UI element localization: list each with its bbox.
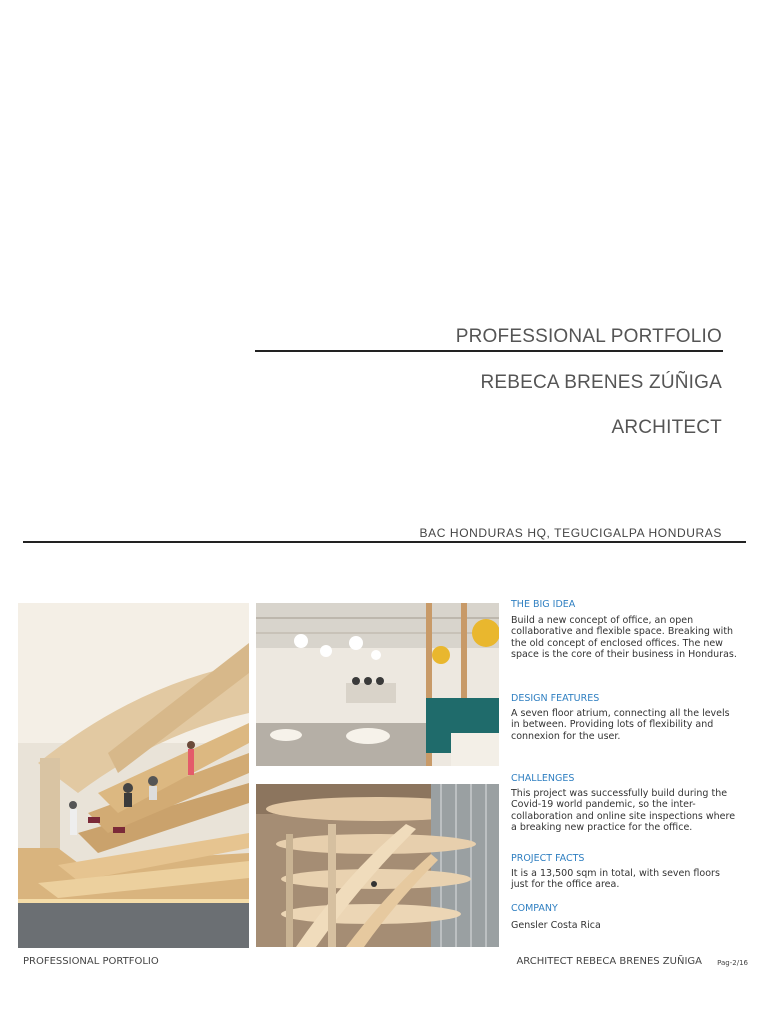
- company-heading: COMPANY: [511, 903, 558, 914]
- page-number: Pag-2/16: [717, 959, 748, 967]
- challenges-heading: CHALLENGES: [511, 773, 575, 784]
- big-idea-heading: THE BIG IDEA: [511, 599, 576, 610]
- portfolio-title: PROFESSIONAL PORTFOLIO: [455, 326, 722, 347]
- footer-portfolio-label: PROFESSIONAL PORTFOLIO: [23, 956, 159, 967]
- cafeteria-photo: [256, 603, 499, 766]
- atrium-interior-photo: [256, 784, 499, 947]
- project-facts-text: It is a 13,500 sqm in total, with seven floors just for the office area.: [511, 868, 720, 891]
- header-divider: [255, 350, 723, 352]
- architect-role: ARCHITECT: [611, 417, 722, 438]
- challenges-text: This project was successfully build during the Covid-19 world pandemic, so the inter-collaboration and online site inspections where a breaking new practice for the office.: [511, 788, 736, 833]
- atrium-stair-photo: [18, 603, 249, 948]
- design-features-text: A seven floor atrium, connecting all the levels in between. Providing lots of flexibility and connexion for the user.: [511, 708, 730, 742]
- project-facts-heading: PROJECT FACTS: [511, 853, 585, 864]
- big-idea-text: Build a new concept of office, an open collaborative and flexible space. Breaking with the old concept of enclosed offices. The new space is the core of their business in Honduras.: [511, 615, 737, 660]
- company-text: Gensler Costa Rica: [511, 920, 601, 931]
- project-title: BAC HONDURAS HQ, TEGUCIGALPA HONDURAS: [419, 526, 722, 540]
- design-features-heading: DESIGN FEATURES: [511, 693, 600, 704]
- architect-name: REBECA BRENES ZÚÑIGA: [480, 372, 722, 393]
- project-divider: [23, 541, 746, 543]
- footer-architect-name: ARCHITECT REBECA BRENES ZUÑIGA: [516, 956, 702, 967]
